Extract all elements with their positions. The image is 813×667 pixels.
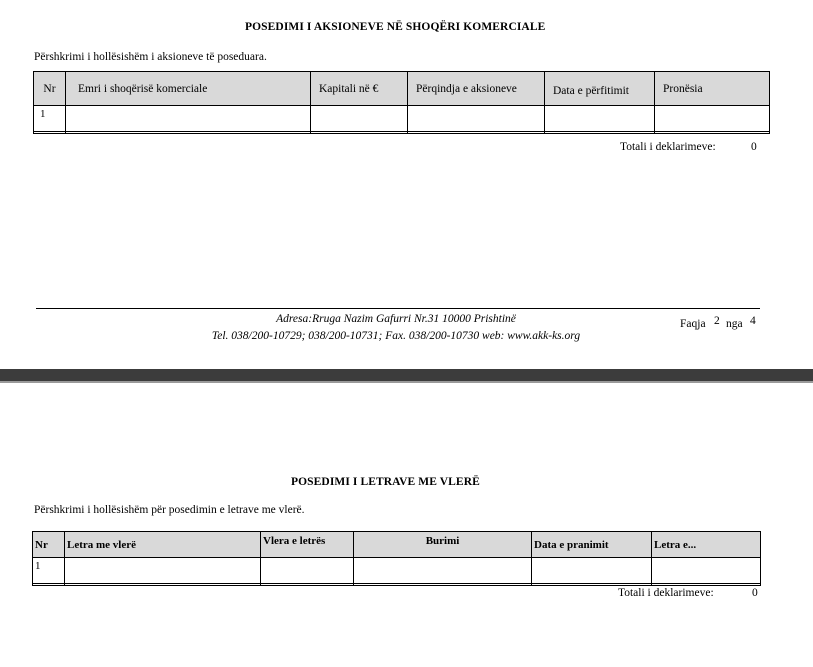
total-declarations-value: 0 <box>752 587 758 599</box>
cell-receipt-date <box>532 558 652 586</box>
column-header-nr: Nr <box>34 72 66 106</box>
table-bottom-rule <box>32 583 760 584</box>
page-number: 2 <box>714 315 720 327</box>
cell-security-extra <box>652 558 761 586</box>
cell-security-name <box>65 558 261 586</box>
cell-nr: 1 <box>33 558 65 586</box>
shares-table <box>33 71 770 134</box>
total-declarations-value: 0 <box>751 141 757 153</box>
cell-acquisition-date <box>545 106 655 134</box>
cell-nr: 1 <box>34 106 66 134</box>
column-header-receipt-date: Data e pranimit <box>532 532 652 558</box>
footer-contact: Tel. 038/200-10729; 038/200-10731; Fax. 038/200-10730 web: www.akk-ks.org <box>211 330 581 342</box>
column-header-nr: Nr <box>33 532 65 558</box>
cell-ownership <box>655 106 770 134</box>
cell-security-value <box>261 558 354 586</box>
column-header-security-name: Letra me vlerë <box>65 532 261 558</box>
table-row <box>34 106 770 134</box>
table-header-row <box>33 532 761 558</box>
column-header-source: Burimi <box>354 532 532 558</box>
securities-table <box>32 531 761 586</box>
table-bottom-rule <box>33 131 769 132</box>
cell-company-name <box>66 106 311 134</box>
column-header-share-percentage: Përqindja e aksioneve <box>408 72 545 106</box>
section-description-shares: Përshkrimi i hollësishëm i aksioneve të poseduara. <box>34 51 267 63</box>
cell-capital <box>311 106 408 134</box>
section-title-securities: POSEDIMI I LETRAVE ME VLERË <box>291 476 480 488</box>
column-header-capital: Kapitali në € <box>311 72 408 106</box>
page-total: 4 <box>750 315 756 327</box>
page-separator-shadow <box>0 381 813 383</box>
column-header-security-value: Vlera e letrës <box>261 532 354 558</box>
total-declarations-label: Totali i deklarimeve: <box>618 587 714 599</box>
cell-source <box>354 558 532 586</box>
section-title-shares: POSEDIMI I AKSIONEVE NË SHOQËRI KOMERCIALE <box>245 21 546 33</box>
footer-divider <box>36 308 760 309</box>
column-header-ownership: Pronësia <box>655 72 770 106</box>
column-header-company-name: Emri i shoqërisë komerciale <box>66 72 311 106</box>
column-header-acquisition-date: Data e përfitimit <box>545 72 655 106</box>
footer-address: Adresa:Rruga Nazim Gafurri Nr.31 10000 Prishtinë <box>276 313 516 325</box>
table-header-row <box>34 72 770 106</box>
page-label: Faqja <box>680 318 706 330</box>
page-of-label: nga <box>726 318 743 330</box>
column-header-security-extra: Letra e... <box>652 532 761 558</box>
table-row <box>33 558 761 586</box>
cell-share-percentage <box>408 106 545 134</box>
section-description-securities: Përshkrimi i hollësishëm për posedimin e letrave me vlerë. <box>34 504 305 516</box>
page-separator <box>0 369 813 381</box>
total-declarations-label: Totali i deklarimeve: <box>620 141 716 153</box>
